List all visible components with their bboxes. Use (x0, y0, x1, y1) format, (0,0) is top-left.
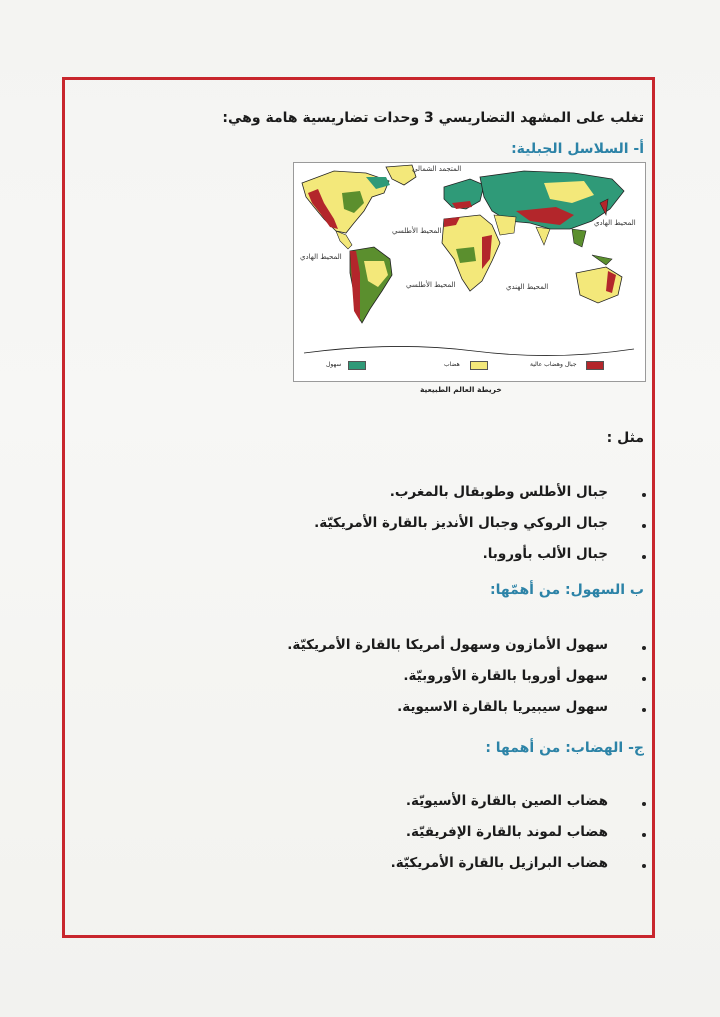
map-drawing (294, 163, 645, 381)
world-physical-map (293, 162, 646, 382)
plains-list (268, 637, 648, 730)
australia (576, 267, 622, 303)
legend-label-plains: سهول (326, 361, 342, 368)
list-item: هضاب لموند بالقارة الإفريقيّة. (268, 824, 648, 855)
legend-label-plateaus: هضاب (444, 361, 460, 368)
map-caption: خريطة العالم الطبيعية (420, 385, 502, 394)
list-item: جبال الروكي وجبال الأنديز بالقارة الأمريكيّة. (268, 515, 648, 546)
map-label-pacific-east: المحيط الهادي (594, 219, 636, 227)
list-item: هضاب البرازيل بالقارة الأمريكيّة. (268, 855, 648, 886)
arabia (494, 215, 516, 235)
map-label-atlantic-south: المحيط الأطلسي (406, 281, 456, 289)
antarctica-outline (304, 346, 634, 355)
southeast-asia (572, 229, 586, 247)
section-b-heading: ب السهول: من أهمّها: (489, 582, 644, 598)
map-label-pacific-west: المحيط الهادي (300, 253, 342, 261)
map-label-arctic: المتجمد الشمالي (412, 165, 462, 173)
list-item: سهول الأمازون وسهول أمريكا بالقارة الأمريكيّة. (268, 637, 648, 668)
list-item: سهول سيبيريا بالقارة الاسيوية. (268, 699, 648, 730)
legend-swatch-mountains (586, 361, 604, 370)
intro-text: تغلب على المشهد التضاريسي 3 وحدات تضاريسية هامة وهي: (222, 110, 644, 126)
list-item: جبال الأطلس وطوبقال بالمغرب. (268, 484, 648, 515)
map-label-indian: المحيط الهندي (506, 283, 549, 291)
section-a-heading: أ- السلاسل الجبلية: (511, 141, 644, 157)
india (536, 227, 550, 245)
example-label: مثل : (606, 430, 644, 446)
new-guinea (592, 255, 612, 265)
legend-swatch-plains (348, 361, 366, 370)
list-item: جبال الألب بأوروبا. (268, 546, 648, 577)
central-america (336, 231, 352, 249)
list-item: سهول أوروبا بالقارة الأوروبيّة. (268, 668, 648, 699)
section-c-heading: ج- الهضاب: من أهمها : (485, 740, 644, 756)
list-item: هضاب الصين بالقارة الأسيويّة. (268, 793, 648, 824)
legend-label-mountains: جبال وهضاب عالية (530, 361, 577, 368)
mountains-list (268, 484, 648, 577)
legend-swatch-plateaus (470, 361, 488, 370)
plateaus-list (268, 793, 648, 886)
map-label-atlantic-north: المحيط الأطلسي (392, 227, 442, 235)
